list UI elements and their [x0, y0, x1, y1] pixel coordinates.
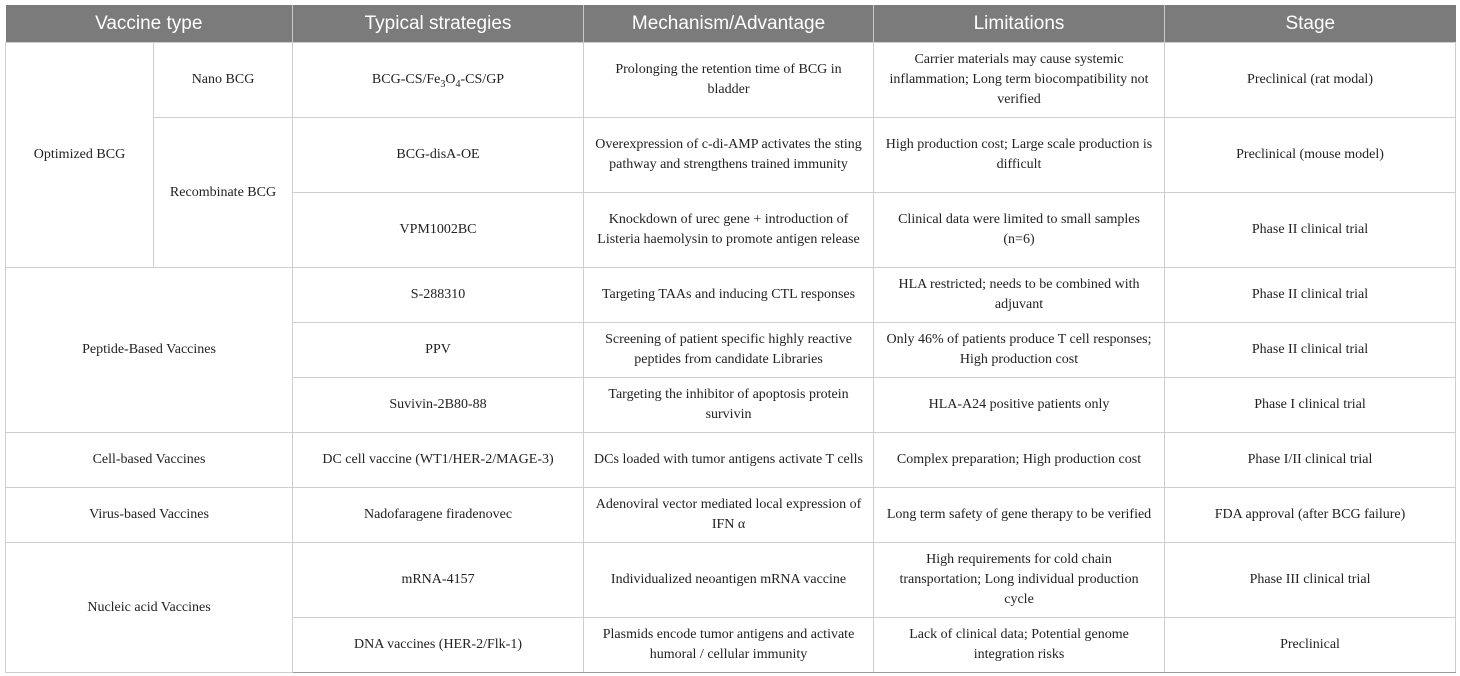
strategy-cell: S-288310 — [293, 268, 584, 323]
strategy-cell: Suvivin-2B80-88 — [293, 378, 584, 433]
table-row — [6, 488, 1456, 543]
stage-cell: Phase II clinical trial — [1165, 323, 1456, 378]
mechanism-cell: Prolonging the retention time of BCG in bladder — [584, 43, 874, 118]
header-row — [6, 5, 1456, 43]
stage-cell: Phase II clinical trial — [1165, 193, 1456, 268]
stage-cell: Preclinical (rat modal) — [1165, 43, 1456, 118]
stage-cell: Preclinical — [1165, 618, 1456, 673]
group-cell-vaccines: Cell-based Vaccines — [6, 433, 293, 488]
strategy-text-b: O — [445, 72, 456, 87]
header-stage: Stage — [1165, 5, 1456, 43]
strategy-cell — [293, 43, 584, 118]
group-optimized-bcg: Optimized BCG — [6, 43, 154, 268]
limitations-cell: Complex preparation; High production cost — [874, 433, 1165, 488]
strategy-cell: BCG-disA-OE — [293, 118, 584, 193]
table-row — [6, 118, 1456, 193]
header-mechanism: Mechanism/Advantage — [584, 5, 874, 43]
mechanism-cell: Knockdown of urec gene + introduction of Listeria haemolysin to promote antigen release — [584, 193, 874, 268]
group-virus-vaccines: Virus-based Vaccines — [6, 488, 293, 543]
mechanism-cell: Adenoviral vector mediated local expression of IFN α — [584, 488, 874, 543]
mechanism-cell: Targeting the inhibitor of apoptosis protein survivin — [584, 378, 874, 433]
header-vaccine-type: Vaccine type — [6, 5, 293, 43]
header-typical-strategies: Typical strategies — [293, 5, 584, 43]
limitations-cell: HLA-A24 positive patients only — [874, 378, 1165, 433]
strategy-cell: DC cell vaccine (WT1/HER-2/MAGE-3) — [293, 433, 584, 488]
mechanism-cell: Individualized neoantigen mRNA vaccine — [584, 543, 874, 618]
vaccine-table — [5, 5, 1456, 673]
strategy-text-c: -CS/GP — [460, 72, 505, 87]
table-row — [6, 268, 1456, 323]
limitations-cell: High production cost; Large scale production is difficult — [874, 118, 1165, 193]
strategy-cell: DNA vaccines (HER-2/Flk-1) — [293, 618, 584, 673]
mechanism-cell: DCs loaded with tumor antigens activate T cells — [584, 433, 874, 488]
limitations-cell: High requirements for cold chain transportation; Long individual production cycle — [874, 543, 1165, 618]
stage-cell: Phase III clinical trial — [1165, 543, 1456, 618]
stage-cell: Phase II clinical trial — [1165, 268, 1456, 323]
table-row — [6, 543, 1456, 618]
group-peptide-vaccines: Peptide-Based Vaccines — [6, 268, 293, 433]
mechanism-cell: Plasmids encode tumor antigens and activate humoral / cellular immunity — [584, 618, 874, 673]
limitations-cell: Lack of clinical data; Potential genome integration risks — [874, 618, 1165, 673]
subgroup-nano-bcg: Nano BCG — [154, 43, 293, 118]
vaccine-table-container — [5, 5, 1455, 673]
limitations-cell: Only 46% of patients produce T cell responses; High production cost — [874, 323, 1165, 378]
mechanism-cell: Targeting TAAs and inducing CTL responses — [584, 268, 874, 323]
mechanism-cell: Screening of patient specific highly reactive peptides from candidate Libraries — [584, 323, 874, 378]
table-row — [6, 433, 1456, 488]
mechanism-cell: Overexpression of c-di-AMP activates the sting pathway and strengthens trained immunity — [584, 118, 874, 193]
stage-cell: FDA approval (after BCG failure) — [1165, 488, 1456, 543]
subscript-3: 3 — [440, 78, 446, 90]
header-limitations: Limitations — [874, 5, 1165, 43]
strategy-cell: mRNA-4157 — [293, 543, 584, 618]
limitations-cell: Clinical data were limited to small samples (n=6) — [874, 193, 1165, 268]
strategy-cell: VPM1002BC — [293, 193, 584, 268]
strategy-text-a: BCG-CS/Fe — [371, 72, 441, 87]
limitations-cell: Long term safety of gene therapy to be verified — [874, 488, 1165, 543]
group-nucleic-acid-vaccines: Nucleic acid Vaccines — [6, 543, 293, 673]
limitations-cell: HLA restricted; needs to be combined with adjuvant — [874, 268, 1165, 323]
strategy-cell: PPV — [293, 323, 584, 378]
subscript-4: 4 — [455, 78, 461, 90]
stage-cell: Phase I clinical trial — [1165, 378, 1456, 433]
stage-cell: Phase I/II clinical trial — [1165, 433, 1456, 488]
strategy-cell: Nadofaragene firadenovec — [293, 488, 584, 543]
limitations-cell: Carrier materials may cause systemic inflammation; Long term biocompatibility not verified — [874, 43, 1165, 118]
subgroup-recombinate-bcg: Recombinate BCG — [154, 118, 293, 268]
table-row — [6, 43, 1456, 118]
stage-cell: Preclinical (mouse model) — [1165, 118, 1456, 193]
